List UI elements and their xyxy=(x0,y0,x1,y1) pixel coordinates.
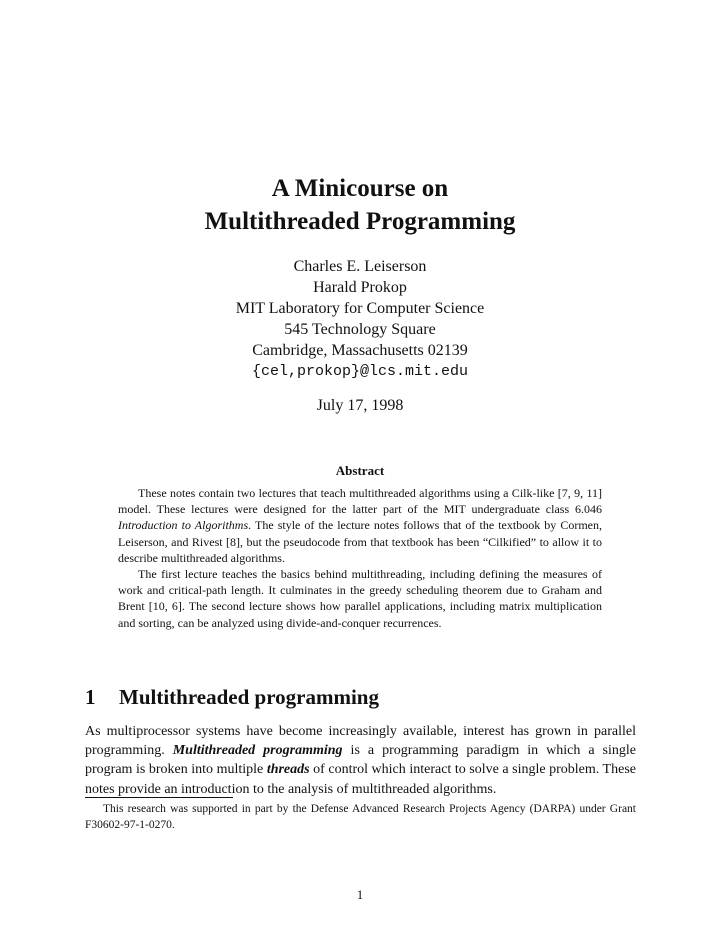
abstract-book-title: Introduction to Algorithms xyxy=(118,518,249,533)
footnote-rule xyxy=(85,797,233,798)
title-line-2: Multithreaded Programming xyxy=(204,208,516,235)
abstract-paragraph-1 xyxy=(118,485,602,566)
section-text-c: of control which interact to solve a single problem. These notes provide an introduction to the analysis of multithreaded algorithms. xyxy=(85,762,636,797)
footnote-text: This research was supported in part by the Defense Advanced Research Projects Agency (DARPA) under Grant F30602-97-1-0270. xyxy=(85,803,636,831)
term-multithreaded-programming: Multithreaded programming xyxy=(172,743,343,759)
author-name-2: Harald Prokop xyxy=(313,279,407,296)
abstract-p1-text-b: . The style of the lecture notes follows that of the textbook by Cormen, Leiserson, and Rivest [8], but the pseudocode from that textbook has been “Cilkified” to allow it to describe multithreaded algorithms. xyxy=(118,518,602,565)
city-address: Cambridge, Massachusetts 02139 xyxy=(252,342,468,359)
title-line-1: A Minicourse on xyxy=(271,175,449,202)
section-text-a: As multiprocessor systems have become increasingly available, interest has grown in parallel programming. xyxy=(85,724,636,759)
abstract-p1-text-a: These notes contain two lectures that teach multithreaded algorithms using a Cilk-like [7, 9, 11] model. These lectures were designed for the latter part of the MIT undergraduate class 6.046 xyxy=(118,486,602,517)
paper-date: July 17, 1998 xyxy=(316,397,404,414)
term-threads: threads xyxy=(266,762,310,778)
abstract-paragraph-2: The first lecture teaches the basics behind multithreading, including defining the measures of work and critical-path length. It culminates in the greedy scheduling theorem due to Graham and Brent [10, 6]. The second lecture shows how parallel applications, including matrix multiplication and sorting, can be analyzed using divide-and-conquer recurrences. xyxy=(118,567,602,630)
affiliation: MIT Laboratory for Computer Science xyxy=(235,300,485,317)
page-number: 1 xyxy=(356,887,364,902)
street-address: 545 Technology Square xyxy=(284,321,436,338)
section-paragraph xyxy=(85,722,636,799)
section-body xyxy=(85,722,636,799)
paper-title xyxy=(0,172,720,238)
abstract-body xyxy=(118,485,602,631)
section-text-b: is a programming paradigm in which a single program is broken into multiple xyxy=(85,743,636,778)
author-block xyxy=(0,256,720,382)
section-heading xyxy=(85,685,379,710)
author-email: {cel,prokop}@lcs.mit.edu xyxy=(251,363,469,380)
footnote xyxy=(85,801,636,833)
section-title: Multithreaded programming xyxy=(119,685,379,709)
author-name-1: Charles E. Leiserson xyxy=(293,258,427,275)
abstract-heading: Abstract xyxy=(335,463,385,478)
section-number: 1 xyxy=(85,685,96,709)
